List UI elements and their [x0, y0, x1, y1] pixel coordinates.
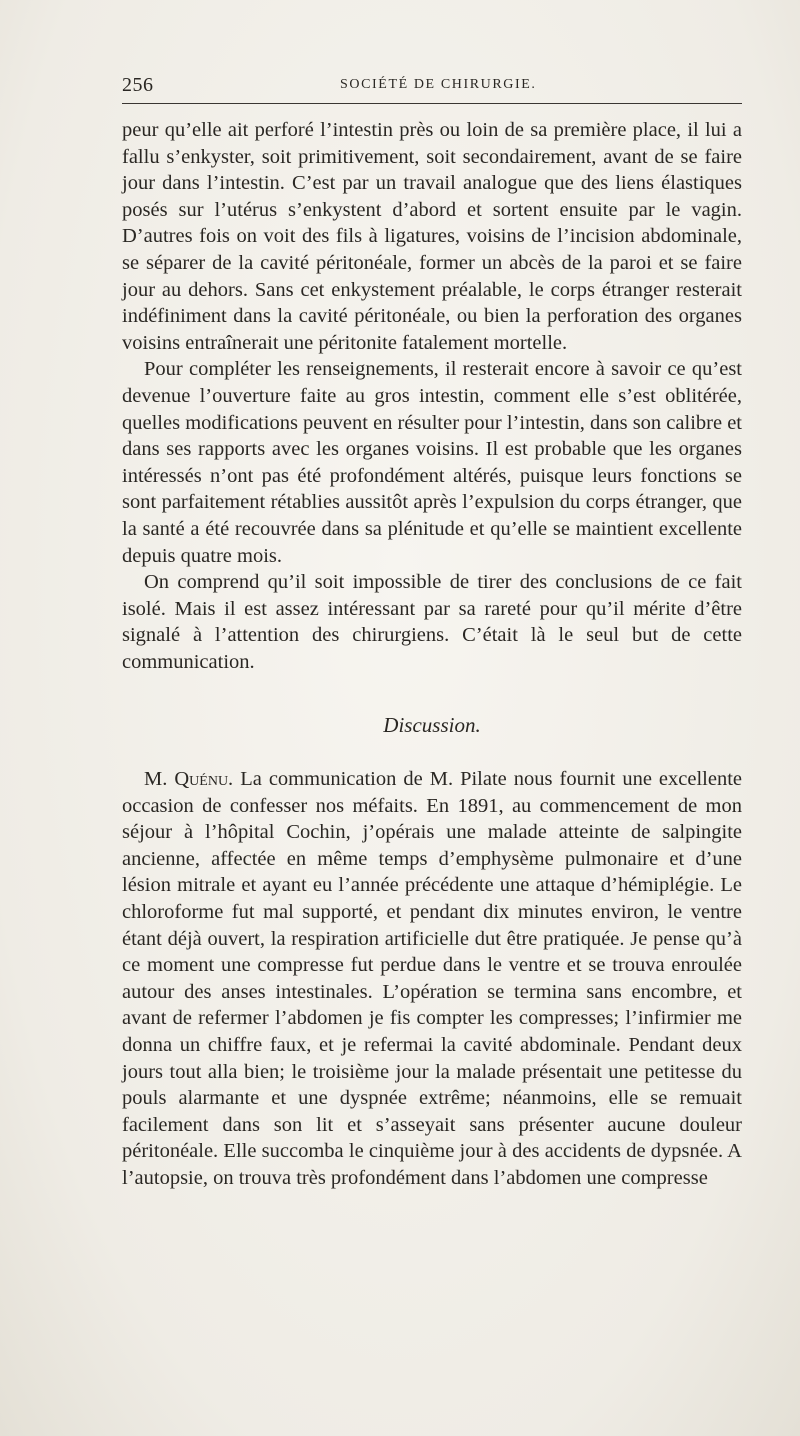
- page-header: [122, 74, 742, 98]
- body-text: [122, 117, 742, 1192]
- discussion-paragraph: [122, 766, 742, 1192]
- header-rule: [122, 103, 742, 104]
- paragraph: On comprend qu’il soit impossible de tirer des conclusions de ce fait isolé. Mais il est assez intéressant par sa rareté pour qu’il mérite d’être signalé à l’attention des chirurgiens. C’était là le seul but de cette communication.: [122, 571, 742, 673]
- section-title: Discussion.: [383, 713, 481, 738]
- page-number: 256: [122, 74, 154, 96]
- discussion-text: La communication de M. Pilate nous fournit une excellente occasion de confesser nos méfaits. En 1891, au commencement de mon séjour à l’hôpital Cochin, j’opérais une malade atteinte de salpingite ancienne, affectée en même temps d’emphysème pulmonaire et d’une lésion mitrale et ayant eu l’année précédente une attaque d’hémiplégie. Le chloroforme fut mal supporté, et pendant dix minutes environ, le ventre étant déjà ouvert, la respiration artificielle dut être pratiquée. Je pense qu’à ce moment une compresse fut perdue dans le ventre et se trouva enroulée autour des anses intestinales. L’opération se termina sans encombre, et avant de refermer l’abdomen je fis compter les compresses; l’infirmier me donna un chiffre faux, et je refermai la cavité abdominale. Pendant deux jours tout alla bien; le troisième jour la malade présentait une petitesse du pouls alarmante et une dyspnée extrême; néanmoins, elle se remuait facilement dans son lit et s’asseyait sans présenter aucune douleur péritonéale. Elle succomba le cinquième jour à des accidents de dypsnée. A l’autopsie, on trouva très profondément dans l’abdomen une compresse: [122, 768, 743, 1189]
- paragraph: Pour compléter les renseignements, il resterait encore à savoir ce qu’est devenue l’ouverture faite au gros intestin, comment elle s’est oblitérée, quelles modifications peuvent en résulter pour l’intestin, dans son calibre et dans ses rapports avec les organes voisins. Il est probable que les organes intéressés n’ont pas été profondément altérés, puisque leurs fonctions se sont parfaitement rétablies aussitôt après l’expulsion du corps étranger, que la santé a été recouvrée dans sa plénitude et qu’elle se maintient excellente depuis quatre mois.: [122, 358, 742, 567]
- paragraph: peur qu’elle ait perforé l’intestin près ou loin de sa première place, il lui a fallu s’enkyster, soit primitivement, soit secondairement, avant de se faire jour dans l’intestin. C’est par un travail analogue que des liens élastiques posés sur l’utérus s’enkystent d’abord et sortent ensuite par le vagin. D’autres fois on voit des fils à ligatures, voisins de l’incision abdominale, se séparer de la cavité péritonéale, former un abcès de la paroi et se faire jour au dehors. Sans cet enkystement préalable, le corps étranger resterait indéfiniment dans la cavité péritonéale, ou bien la perforation des organes voisins entraînerait une péritonite fatalement mortelle.: [122, 119, 742, 354]
- running-head: SOCIÉTÉ DE CHIRURGIE.: [340, 77, 537, 92]
- speaker-name: M. Quénu.: [144, 768, 234, 791]
